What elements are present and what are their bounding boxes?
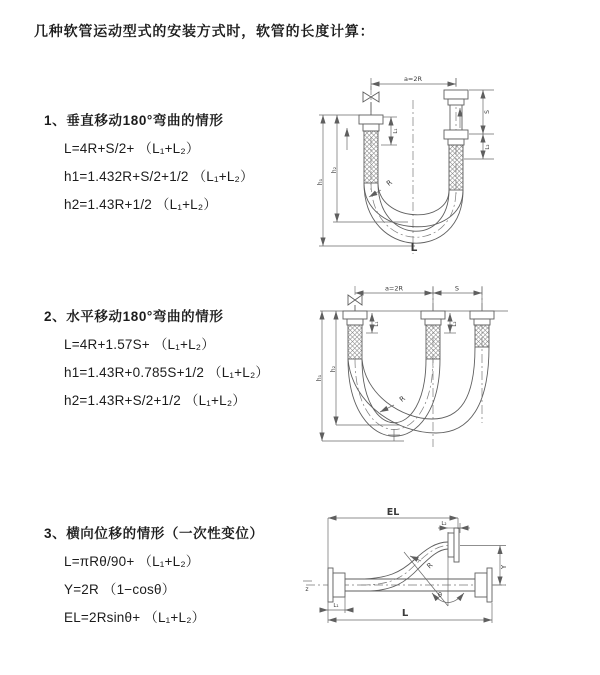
dim-label-l1: L₁ [374,321,380,327]
section-1-heading: 1、垂直移动180°弯曲的情形 [44,113,224,128]
radius-label: R [385,178,394,188]
dim-label-el: EL [386,507,400,518]
radius-label: R [398,394,407,404]
middle-fitting [421,311,445,359]
dim-label-h1: h₁ [316,374,323,382]
dim-label-h2: h₂ [331,166,338,174]
section-3-formula-l: L=πRθ/90+ （L₁+L₂） [64,554,200,569]
section-2-formula-l: L=4R+1.57S+ （L₁+L₂） [64,337,215,352]
hose-u-curves [364,183,463,243]
centerline-break-mark [303,581,312,593]
l1-dimension [320,597,353,613]
bottom-center-mark [388,429,400,441]
section-1-formula-h2: h2=1.43R+1/2 （L₁+L₂） [64,197,218,212]
l-dimension [328,603,492,623]
dim-label-l1: L₁ [393,128,399,134]
angle-label: θ [438,591,442,599]
dim-label-a2r: a=2R [403,75,423,83]
dim-label-l2: L₂ [485,144,491,150]
left-fitting [343,311,367,359]
left-flange [328,568,345,602]
radius-label: R [425,561,435,571]
section-1-formula-h1: h1=1.432R+S/2+1/2 （L₁+L₂） [64,169,254,184]
right-fitting [470,311,494,347]
centerlines [371,78,456,254]
hose-s-curve [358,542,448,591]
diagram-horizontal-180-bend [312,283,600,455]
l1-dimension [366,313,380,333]
section-1-formula-l: L=4R+S/2+ （L₁+L₂） [64,141,200,156]
centerlines [355,286,482,447]
radius-annotation [380,394,407,412]
dim-label-l: L [401,608,409,619]
section-2-heading: 2、水平移动180°弯曲的情形 [44,309,224,324]
right-flange-original [475,568,492,602]
section-2-formula-h1: h1=1.43R+0.785S+1/2 （L₁+L₂） [64,365,270,380]
section-3-heading: 3、横向位移的情形（一次性变位） [44,526,264,541]
l1-dimension [381,117,399,145]
dim-label-h1: h₁ [317,178,324,186]
el-dimension [328,507,458,623]
length-label: L [410,242,418,254]
section-3-formula-el: EL=2Rsinθ+ （L₁+L₂） [64,610,206,625]
dim-label-l1: L₁ [333,603,339,609]
dim-label-l2: L₂ [441,521,447,527]
right-fitting [444,90,468,190]
left-fitting [359,115,383,183]
page-title: 几种软管运动型式的安装方式时，软管的长度计算： [34,23,375,39]
dim-label-s: S [454,284,460,293]
valve-icon [348,295,362,311]
diagram-vertical-180-bend [313,70,588,258]
upper-flange-displaced [448,528,459,562]
break-mark-label: z [305,586,309,593]
dim-label-s: S [484,110,491,114]
dim-label-h2: h₂ [330,365,337,373]
dim-label-l2: L₂ [452,321,458,327]
dim-label-a2r: a=2R [384,284,404,293]
top-dimensions [355,285,482,312]
section-3-formula-y: Y=2R （1−cosθ） [64,582,176,597]
dim-label-y: Y [500,564,508,570]
section-2-formula-h2: h2=1.43R+S/2+1/2 （L₁+L₂） [64,393,246,408]
valve-icon [363,92,379,115]
top-dimension [371,75,456,90]
l2-dimension [444,313,458,333]
s-and-l2-dimensions [460,90,494,159]
hose-u-curves [348,347,489,436]
diagram-lateral-displacement [298,502,598,654]
